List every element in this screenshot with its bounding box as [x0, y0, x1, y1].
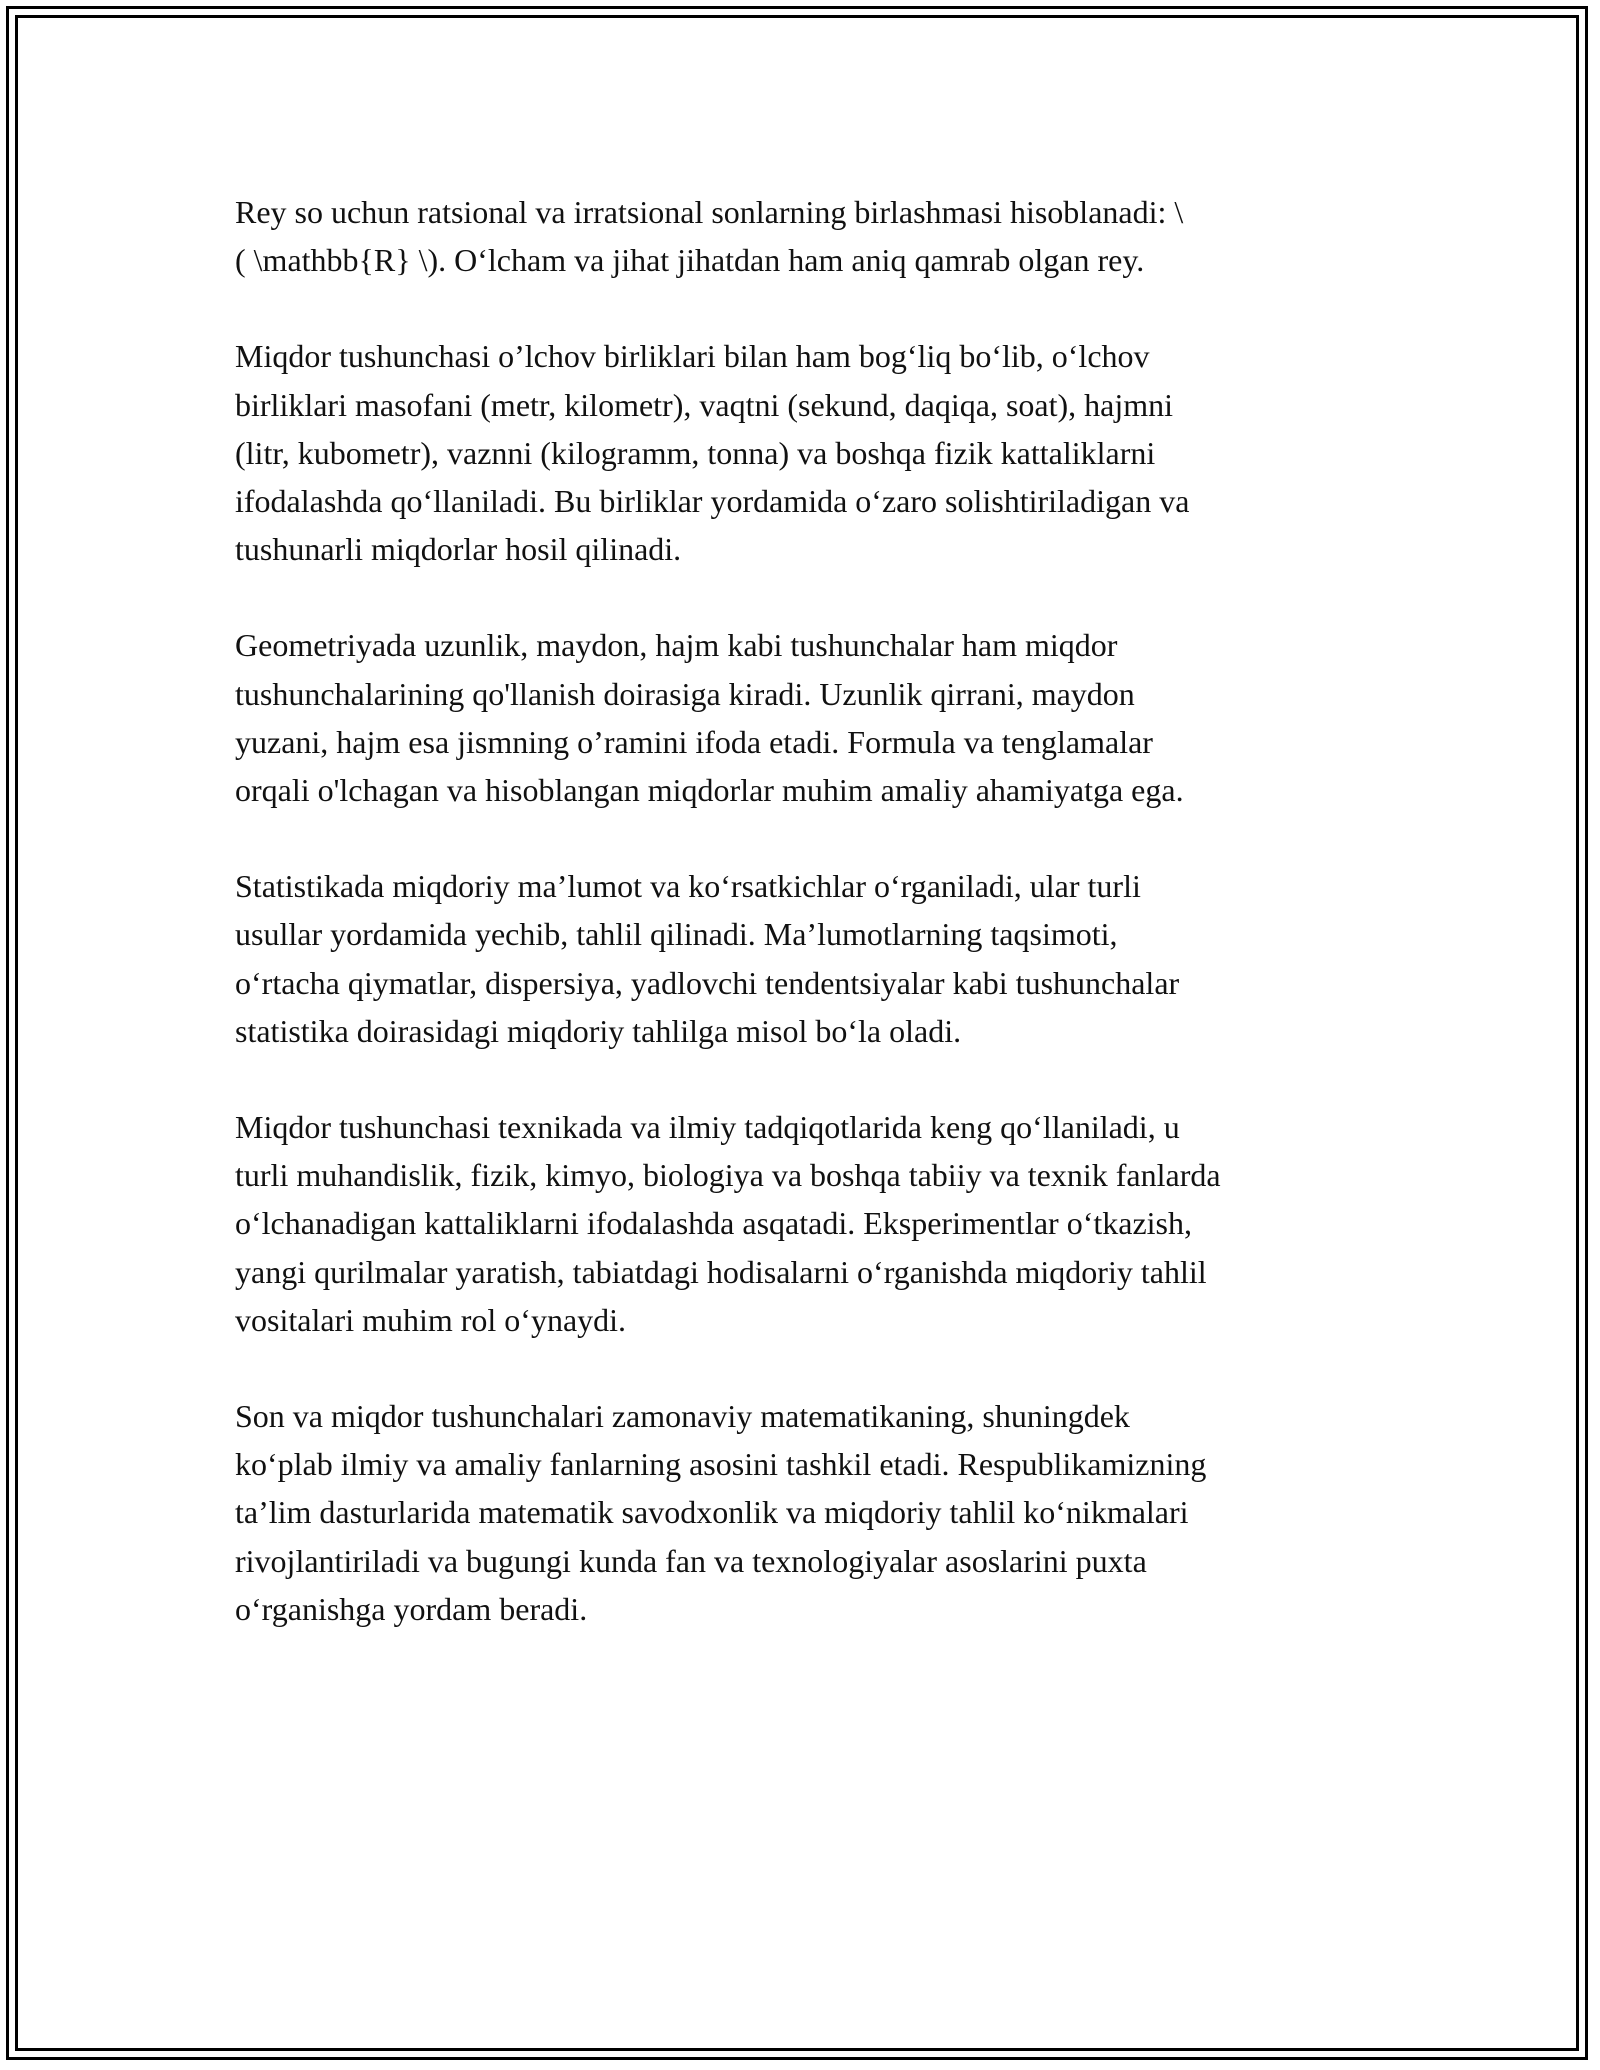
text-line: oʻlchanadigan kattaliklarni ifodalashda asqatadi. Eksperimentlar oʻtkazish,: [235, 1205, 1192, 1242]
paragraph-statistics: [235, 862, 1375, 1055]
text-line: koʻplab ilmiy va amaliy fanlarning asosini tashkil etadi. Respublikamizning: [235, 1446, 1207, 1483]
text-line: Geometriyada uzunlik, maydon, hajm kabi tushunchalar ham miqdor: [235, 627, 1118, 664]
text-line: orqali o'lchagan va hisoblangan miqdorlar muhim amaliy ahamiyatga ega.: [235, 772, 1184, 809]
text-line: ta’lim dasturlarida matematik savodxonlik va miqdoriy tahlil koʻnikmalari: [235, 1494, 1189, 1531]
text-line: Miqdor tushunchasi texnikada va ilmiy tadqiqotlarida keng qoʻllaniladi, u: [235, 1109, 1180, 1146]
text-line: oʻrtacha qiymatlar, dispersiya, yadlovchi tendentsiyalar kabi tushunchalar: [235, 964, 1180, 1001]
paragraph-geometry: [235, 621, 1375, 814]
text-line: yuzani, hajm esa jismning o’ramini ifoda etadi. Formula va tenglamalar: [235, 723, 1153, 760]
text-line: tushunchalarining qo'llanish doirasiga kiradi. Uzunlik qirrani, maydon: [235, 675, 1135, 712]
paragraph-real-numbers: [235, 188, 1375, 284]
text-line: ( \mathbb{R} \). Oʻlcham va jihat jihatdan ham aniq qamrab olgan rey.: [235, 242, 1145, 279]
text-line: Son va miqdor tushunchalari zamonaviy matematikaning, shuningdek: [235, 1398, 1130, 1435]
paragraph-conclusion: [235, 1392, 1375, 1633]
text-line: usullar yordamida yechib, tahlil qilinadi. Ma’lumotlarning taqsimoti,: [235, 916, 1118, 953]
text-line: Rey so uchun ratsional va irratsional sonlarning birlashmasi hisoblanadi: \: [235, 194, 1184, 230]
text-line: turli muhandislik, fizik, kimyo, biologiya va boshqa tabiiy va texnik fanlarda: [235, 1157, 1221, 1194]
text-line: tushunarli miqdorlar hosil qilinadi.: [235, 531, 682, 568]
text-line: yangi qurilmalar yaratish, tabiatdagi hodisalarni oʻrganishda miqdoriy tahlil: [235, 1253, 1207, 1290]
text-line: rivojlantiriladi va bugungi kunda fan va texnologiyalar asoslarini puxta: [235, 1542, 1147, 1579]
document-body: [235, 188, 1375, 1681]
text-line: birliklari masofani (metr, kilometr), vaqtni (sekund, daqiqa, soat), hajmni: [235, 386, 1174, 423]
text-line: ifodalashda qoʻllaniladi. Bu birliklar yordamida oʻzaro solishtiriladigan va: [235, 483, 1190, 520]
text-line: vositalari muhim rol oʻynaydi.: [235, 1301, 627, 1338]
text-line: (litr, kubometr), vaznni (kilogramm, tonna) va boshqa fizik kattaliklarni: [235, 434, 1156, 471]
text-line: oʻrganishga yordam beradi.: [235, 1590, 588, 1627]
text-line: Miqdor tushunchasi o’lchov birliklari bilan ham bogʻliq boʻlib, oʻlchov: [235, 338, 1150, 375]
text-line: Statistikada miqdoriy ma’lumot va koʻrsatkichlar oʻrganiladi, ular turli: [235, 868, 1141, 905]
paragraph-engineering-research: [235, 1103, 1375, 1344]
paragraph-measurement-units: [235, 332, 1375, 573]
text-line: statistika doirasidagi miqdoriy tahlilga misol boʻla oladi.: [235, 1012, 962, 1049]
